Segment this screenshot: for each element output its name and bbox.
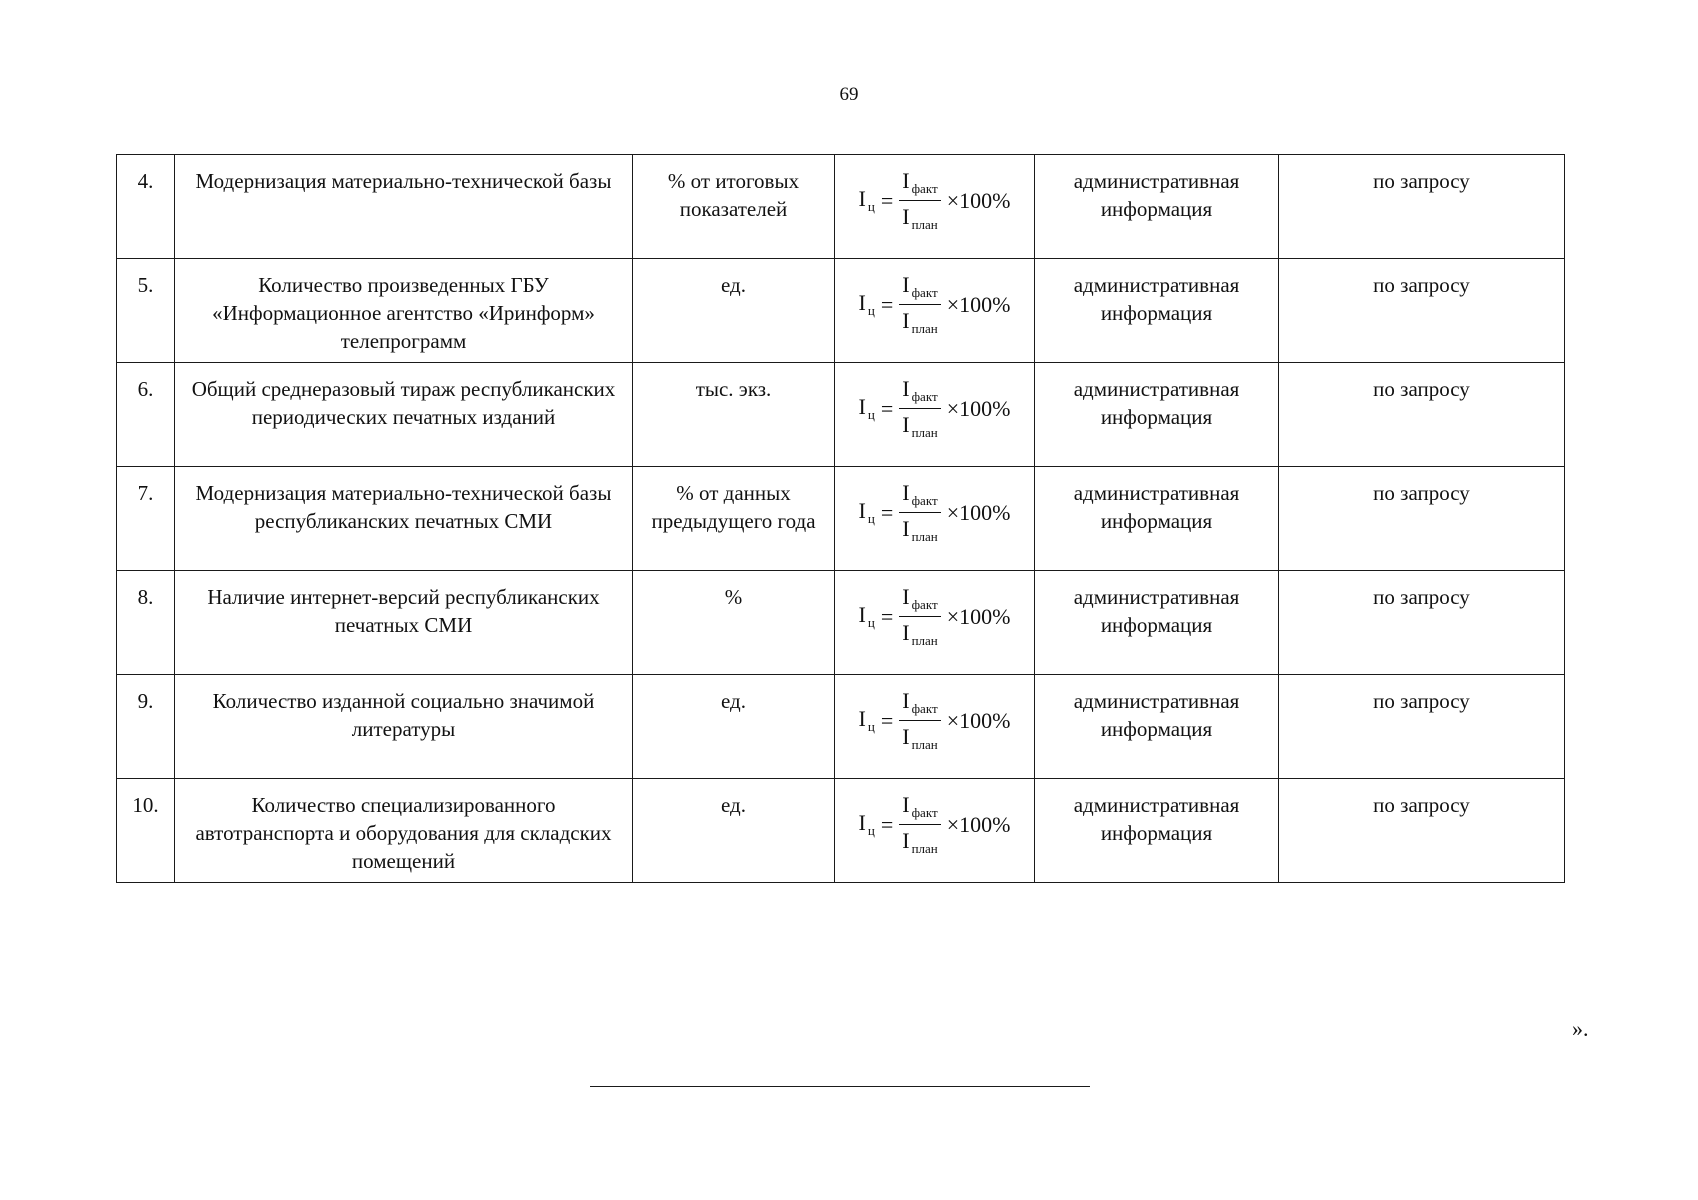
- formula-lhs-sub: ц: [867, 823, 875, 838]
- formula-denominator: [899, 201, 941, 234]
- collection-frequency: по запросу: [1279, 779, 1565, 883]
- formula-fraction: [899, 167, 941, 234]
- unit-of-measure: ед.: [633, 779, 835, 883]
- indicator-name: Количество произведенных ГБУ «Информационное агентство «Иринформ» телепрограмм: [175, 259, 633, 363]
- calculation-formula: [835, 675, 1035, 779]
- formula-denominator: [899, 617, 941, 650]
- formula-num-sub: факт: [911, 389, 938, 404]
- formula-lhs-symbol: I: [858, 498, 866, 523]
- row-number: 8.: [117, 571, 175, 675]
- formula: [859, 479, 1011, 546]
- formula-num-symbol: I: [902, 480, 910, 505]
- formula-equals: =: [880, 811, 894, 837]
- data-source: административная информация: [1035, 779, 1279, 883]
- formula-multiplier: ×100%: [946, 811, 1011, 837]
- formula-denominator: [899, 825, 941, 858]
- formula-equals: =: [880, 395, 894, 421]
- formula-den-sub: план: [911, 529, 938, 544]
- formula-fraction: [899, 583, 941, 650]
- formula-den-symbol: I: [902, 620, 910, 645]
- formula-den-symbol: I: [902, 204, 910, 229]
- table-body: [117, 155, 1565, 883]
- unit-of-measure: ед.: [633, 259, 835, 363]
- formula-num-symbol: I: [902, 168, 910, 193]
- formula-lhs: [859, 705, 875, 736]
- collection-frequency: по запросу: [1279, 675, 1565, 779]
- table-row: [117, 467, 1565, 571]
- calculation-formula: [835, 779, 1035, 883]
- formula: [859, 583, 1011, 650]
- formula-lhs-symbol: I: [858, 290, 866, 315]
- indicator-name: Количество изданной социально значимой литературы: [175, 675, 633, 779]
- formula-denominator: [899, 305, 941, 338]
- formula-numerator: [899, 791, 940, 825]
- collection-frequency: по запросу: [1279, 467, 1565, 571]
- closing-quote: ».: [1572, 1016, 1589, 1041]
- formula-num-sub: факт: [911, 597, 938, 612]
- indicator-name: Количество специализированного автотранспорта и оборудования для складских помещений: [175, 779, 633, 883]
- formula-num-sub: факт: [911, 181, 938, 196]
- formula-lhs-sub: ц: [867, 615, 875, 630]
- formula-denominator: [899, 409, 941, 442]
- row-number: 6.: [117, 363, 175, 467]
- unit-of-measure: % от итоговых показателей: [633, 155, 835, 259]
- row-number: 5.: [117, 259, 175, 363]
- formula-numerator: [899, 583, 940, 617]
- data-source: административная информация: [1035, 571, 1279, 675]
- formula-lhs: [859, 601, 875, 632]
- table-row: [117, 155, 1565, 259]
- formula-fraction: [899, 791, 941, 858]
- formula-lhs-sub: ц: [867, 719, 875, 734]
- formula: [859, 687, 1011, 754]
- formula: [859, 375, 1011, 442]
- collection-frequency: по запросу: [1279, 363, 1565, 467]
- formula-equals: =: [880, 707, 894, 733]
- unit-of-measure: тыс. экз.: [633, 363, 835, 467]
- formula-num-sub: факт: [911, 805, 938, 820]
- indicator-name: Общий среднеразовый тираж республиканских периодических печатных изданий: [175, 363, 633, 467]
- formula-multiplier: ×100%: [946, 395, 1011, 421]
- formula-multiplier: ×100%: [946, 499, 1011, 525]
- formula-equals: =: [880, 603, 894, 629]
- formula-num-symbol: I: [902, 376, 910, 401]
- formula-lhs-sub: ц: [867, 199, 875, 214]
- calculation-formula: [835, 363, 1035, 467]
- formula-lhs: [859, 809, 875, 840]
- formula-fraction: [899, 375, 941, 442]
- row-number: 7.: [117, 467, 175, 571]
- formula-lhs-sub: ц: [867, 303, 875, 318]
- formula-den-symbol: I: [902, 828, 910, 853]
- formula-lhs-sub: ц: [867, 407, 875, 422]
- formula-numerator: [899, 167, 940, 201]
- formula-numerator: [899, 687, 940, 721]
- formula-num-sub: факт: [911, 285, 938, 300]
- collection-frequency: по запросу: [1279, 571, 1565, 675]
- formula-den-symbol: I: [902, 412, 910, 437]
- formula: [859, 271, 1011, 338]
- formula-den-sub: план: [911, 633, 938, 648]
- formula-den-sub: план: [911, 217, 938, 232]
- indicator-name: Модернизация материально-технической базы республиканских печатных СМИ: [175, 467, 633, 571]
- formula-numerator: [899, 479, 940, 513]
- formula-numerator: [899, 375, 940, 409]
- table-row: [117, 571, 1565, 675]
- table-row: [117, 779, 1565, 883]
- row-number: 10.: [117, 779, 175, 883]
- indicator-name: Модернизация материально-технической базы: [175, 155, 633, 259]
- table-row: [117, 259, 1565, 363]
- data-source: административная информация: [1035, 155, 1279, 259]
- data-source: административная информация: [1035, 363, 1279, 467]
- formula-num-symbol: I: [902, 688, 910, 713]
- unit-of-measure: ед.: [633, 675, 835, 779]
- formula-multiplier: ×100%: [946, 603, 1011, 629]
- formula-den-sub: план: [911, 425, 938, 440]
- formula-multiplier: ×100%: [946, 187, 1011, 213]
- formula-den-symbol: I: [902, 308, 910, 333]
- collection-frequency: по запросу: [1279, 155, 1565, 259]
- formula-den-sub: план: [911, 841, 938, 856]
- formula-equals: =: [880, 291, 894, 317]
- formula-lhs-symbol: I: [858, 186, 866, 211]
- footer-rule: [590, 1086, 1090, 1087]
- formula-lhs: [859, 289, 875, 320]
- table-row: [117, 675, 1565, 779]
- row-number: 4.: [117, 155, 175, 259]
- formula-den-symbol: I: [902, 724, 910, 749]
- unit-of-measure: % от данных предыдущего года: [633, 467, 835, 571]
- data-source: административная информация: [1035, 467, 1279, 571]
- formula-denominator: [899, 513, 941, 546]
- formula-equals: =: [880, 187, 894, 213]
- formula-fraction: [899, 479, 941, 546]
- formula-den-sub: план: [911, 737, 938, 752]
- unit-of-measure: %: [633, 571, 835, 675]
- indicator-name: Наличие интернет-версий республиканских печатных СМИ: [175, 571, 633, 675]
- formula-lhs: [859, 497, 875, 528]
- formula-den-sub: план: [911, 321, 938, 336]
- row-number: 9.: [117, 675, 175, 779]
- table-row: [117, 363, 1565, 467]
- formula-lhs: [859, 185, 875, 216]
- formula-num-symbol: I: [902, 272, 910, 297]
- formula: [859, 791, 1011, 858]
- formula-multiplier: ×100%: [946, 707, 1011, 733]
- formula-lhs: [859, 393, 875, 424]
- page-number: 69: [839, 84, 859, 105]
- formula-num-sub: факт: [911, 493, 938, 508]
- formula-denominator: [899, 721, 941, 754]
- calculation-formula: [835, 155, 1035, 259]
- formula-fraction: [899, 687, 941, 754]
- formula-numerator: [899, 271, 940, 305]
- collection-frequency: по запросу: [1279, 259, 1565, 363]
- formula-lhs-symbol: I: [858, 810, 866, 835]
- formula: [859, 167, 1011, 234]
- calculation-formula: [835, 467, 1035, 571]
- formula-lhs-symbol: I: [858, 706, 866, 731]
- formula-num-symbol: I: [902, 584, 910, 609]
- formula-lhs-sub: ц: [867, 511, 875, 526]
- formula-multiplier: ×100%: [946, 291, 1011, 317]
- formula-equals: =: [880, 499, 894, 525]
- indicators-table: [116, 154, 1565, 883]
- formula-lhs-symbol: I: [858, 394, 866, 419]
- calculation-formula: [835, 571, 1035, 675]
- calculation-formula: [835, 259, 1035, 363]
- formula-num-sub: факт: [911, 701, 938, 716]
- formula-den-symbol: I: [902, 516, 910, 541]
- data-source: административная информация: [1035, 675, 1279, 779]
- formula-lhs-symbol: I: [858, 602, 866, 627]
- formula-num-symbol: I: [902, 792, 910, 817]
- data-source: административная информация: [1035, 259, 1279, 363]
- formula-fraction: [899, 271, 941, 338]
